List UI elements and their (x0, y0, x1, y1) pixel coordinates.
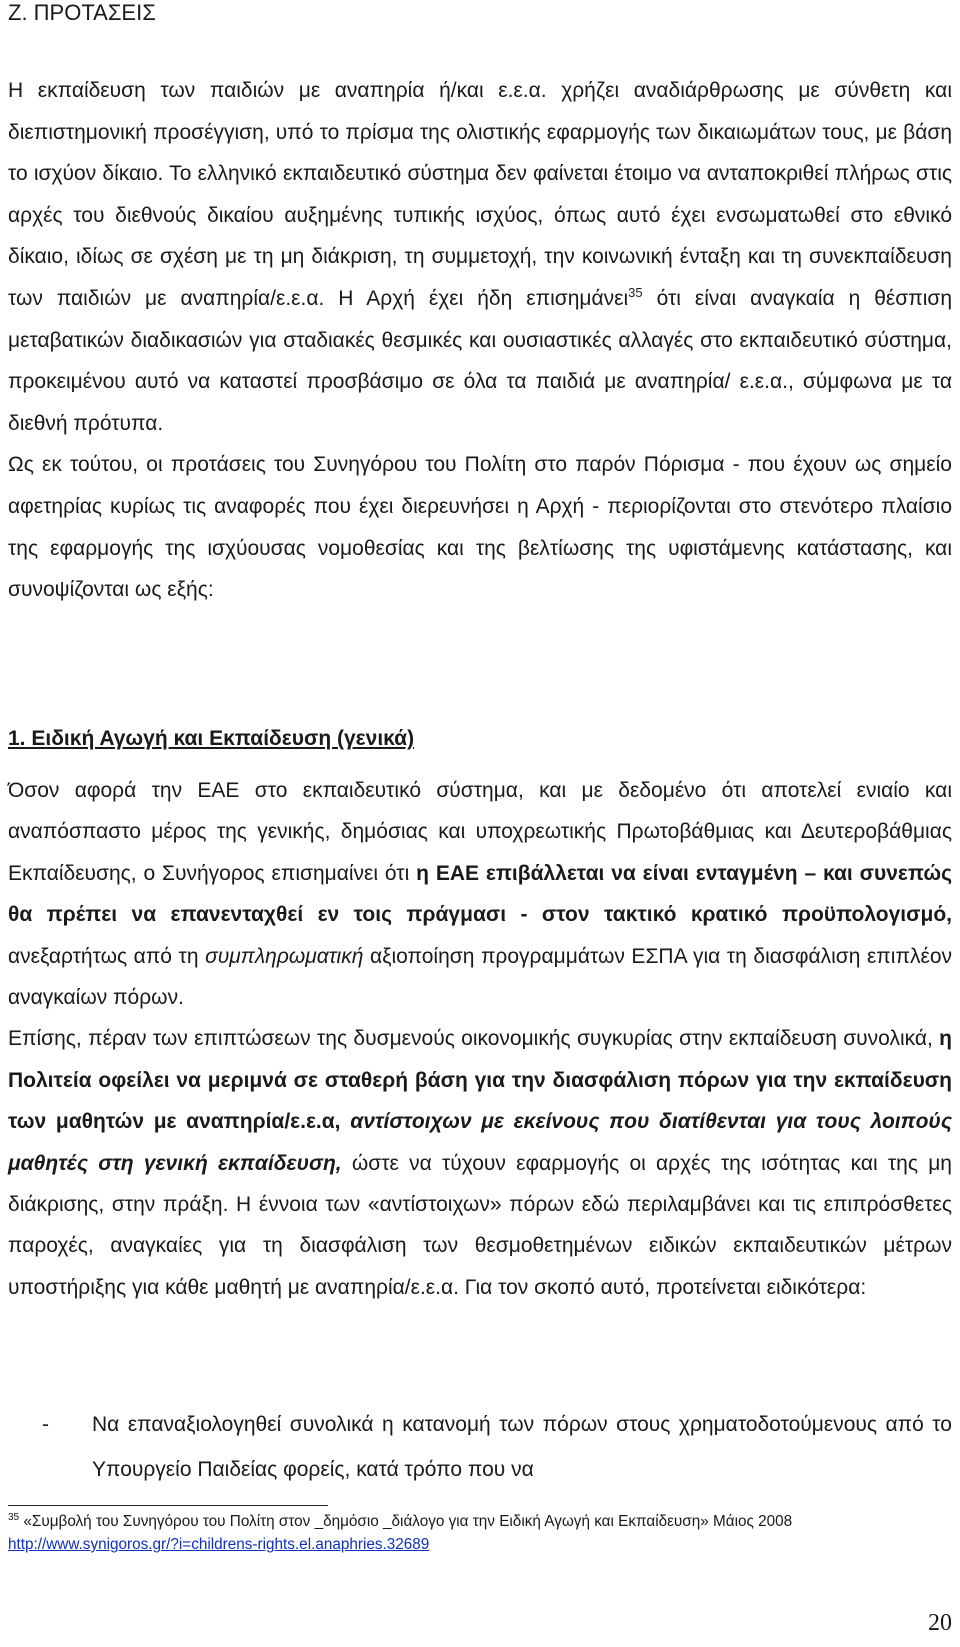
paragraph-resources: Επίσης, πέραν των επιπτώσεων της δυσμενούς οικονομικής συγκυρίας στην εκπαίδευση συνολικά, η Πολιτεία οφείλει να μεριμνά σε σταθερή βάση για την διασφάλιση πόρων για την εκπαίδευση των μαθητών με αναπηρία/ε.ε.α, αντίστοιχων με εκείνους που διατίθενται για τους λοιπούς μαθητές στη γενική εκπαίδευση, ώστε να τύχουν εφαρμογής οι αρχές της ισότητας και της μη διάκρισης, στην πράξη. Η έννοια των «αντίστοιχων» πόρων εδώ περιλαμβάνει και τις επιπρόσθετες παροχές, αναγκαίες για τη διασφάλιση των θεσμοθετημένων ειδικών εκπαιδευτικών μέτρων υποστήριξης για κάθε μαθητή με αναπηρία/ε.ε.α. Για τον σκοπό αυτό, προτείνεται ειδικότερα: (8, 1027, 952, 1299)
paragraph-proposals-intro: Ως εκ τούτου, οι προτάσεις του Συνηγόρου του Πολίτη στο παρόν Πόρισμα - που έχουν ως σημείο αφετηρίας κυρίως τις αναφορές που έχει διερευνήσει η Αρχή - περιορίζονται στο στενότερο πλαίσιο της εφαρμογής της ισχύουσας νομοθεσίας και της βελτίωσης της υφιστάμενης κατάστασης, και συνοψίζονται ως εξής: (8, 453, 952, 602)
subsection-heading: 1. Ειδική Αγωγή και Εκπαίδευση (γενικά) (8, 727, 415, 750)
footnote-number: 35 (8, 1511, 20, 1523)
list-item-text: Να επαναξιολογηθεί συνολικά η κατανομή των πόρων στους χρηματοδοτούμενους από το Υπουργείο Παιδείας φορείς, κατά τρόπο που να (92, 1413, 952, 1481)
footnote-link[interactable]: http://www.synigoros.gr/?i=childrens-rights.el.anaphries.32689 (8, 1536, 430, 1553)
paragraph-eae-budget: Όσον αφορά την ΕΑΕ στο εκπαιδευτικό σύστημα, και με δεδομένο ότι αποτελεί ενιαίο και αναπόσπαστο μέρος της γενικής, δημόσιας και υποχρεωτικής Πρωτοβάθμιας και Δευτεροβάθμιας Εκπαίδευσης, ο Συνήγορος επισημαίνει ότι η ΕΑΕ επιβάλλεται να είναι ενταγμένη – και συνεπώς θα πρέπει να επανενταχθεί εν τοις πράγμασι - στον τακτικό κρατικό προϋπολογισμό, ανεξαρτήτως από τη συμπληρωματική αξιοποίηση προγραμμάτων ΕΣΠΑ για τη διασφάλιση επιπλέον αναγκαίων πόρων. (8, 779, 952, 1010)
section-heading: Ζ. ΠΡΟΤΑΣΕΙΣ (8, 0, 156, 25)
list-dash: - (42, 1413, 49, 1436)
body-text (8, 70, 952, 611)
footnote (8, 1510, 960, 1556)
page-number: 20 (928, 1610, 952, 1636)
proposal-list-item (8, 1402, 952, 1492)
paragraph-intro: Η εκπαίδευση των παιδιών με αναπηρία ή/και ε.ε.α. χρήζει αναδιάρθρωσης με σύνθετη και διεπιστημονική προσέγγιση, υπό το πρίσμα της ολιστικής εφαρμογής των δικαιωμάτων τους, με βάση το ισχύον δίκαιο. Το ελληνικό εκπαιδευτικό σύστημα δεν φαίνεται έτοιμο να ανταποκριθεί πλήρως στις αρχές του διεθνούς δικαίου αυξημένης τυπικής ισχύος, όπως αυτό έχει ενσωματωθεί στο εθνικό δίκαιο, ιδίως σε σχέση με τη μη διάκριση, τη συμμετοχή, την κοινωνική ένταξη και τη συνεκπαίδευση των παιδιών με αναπηρία/ε.ε.α. Η Αρχή έχει ήδη επισημάνει$^{35}$ ότι είναι αναγκαία η θέσπιση μεταβατικών διαδικασιών για σταδιακές θεσμικές και ουσιαστικές αλλαγές στο εκπαιδευτικό σύστημα, προκειμένου αυτό να καταστεί προσβάσιμο σε όλα τα παιδιά με αναπηρία/ ε.ε.α., σύμφωνα με τα διεθνή πρότυπα. (8, 79, 952, 435)
footnote-ref: 35 (628, 284, 643, 300)
footnote-divider (8, 1505, 328, 1506)
body-text-2 (8, 770, 952, 1308)
footnote-text: $^{35}$ «Συμβολή του Συνηγόρου του Πολίτη στον _δημόσιο _διάλογο για την Ειδική Αγωγή και Εκπαίδευση» Μάιος 2008 (8, 1511, 793, 1530)
